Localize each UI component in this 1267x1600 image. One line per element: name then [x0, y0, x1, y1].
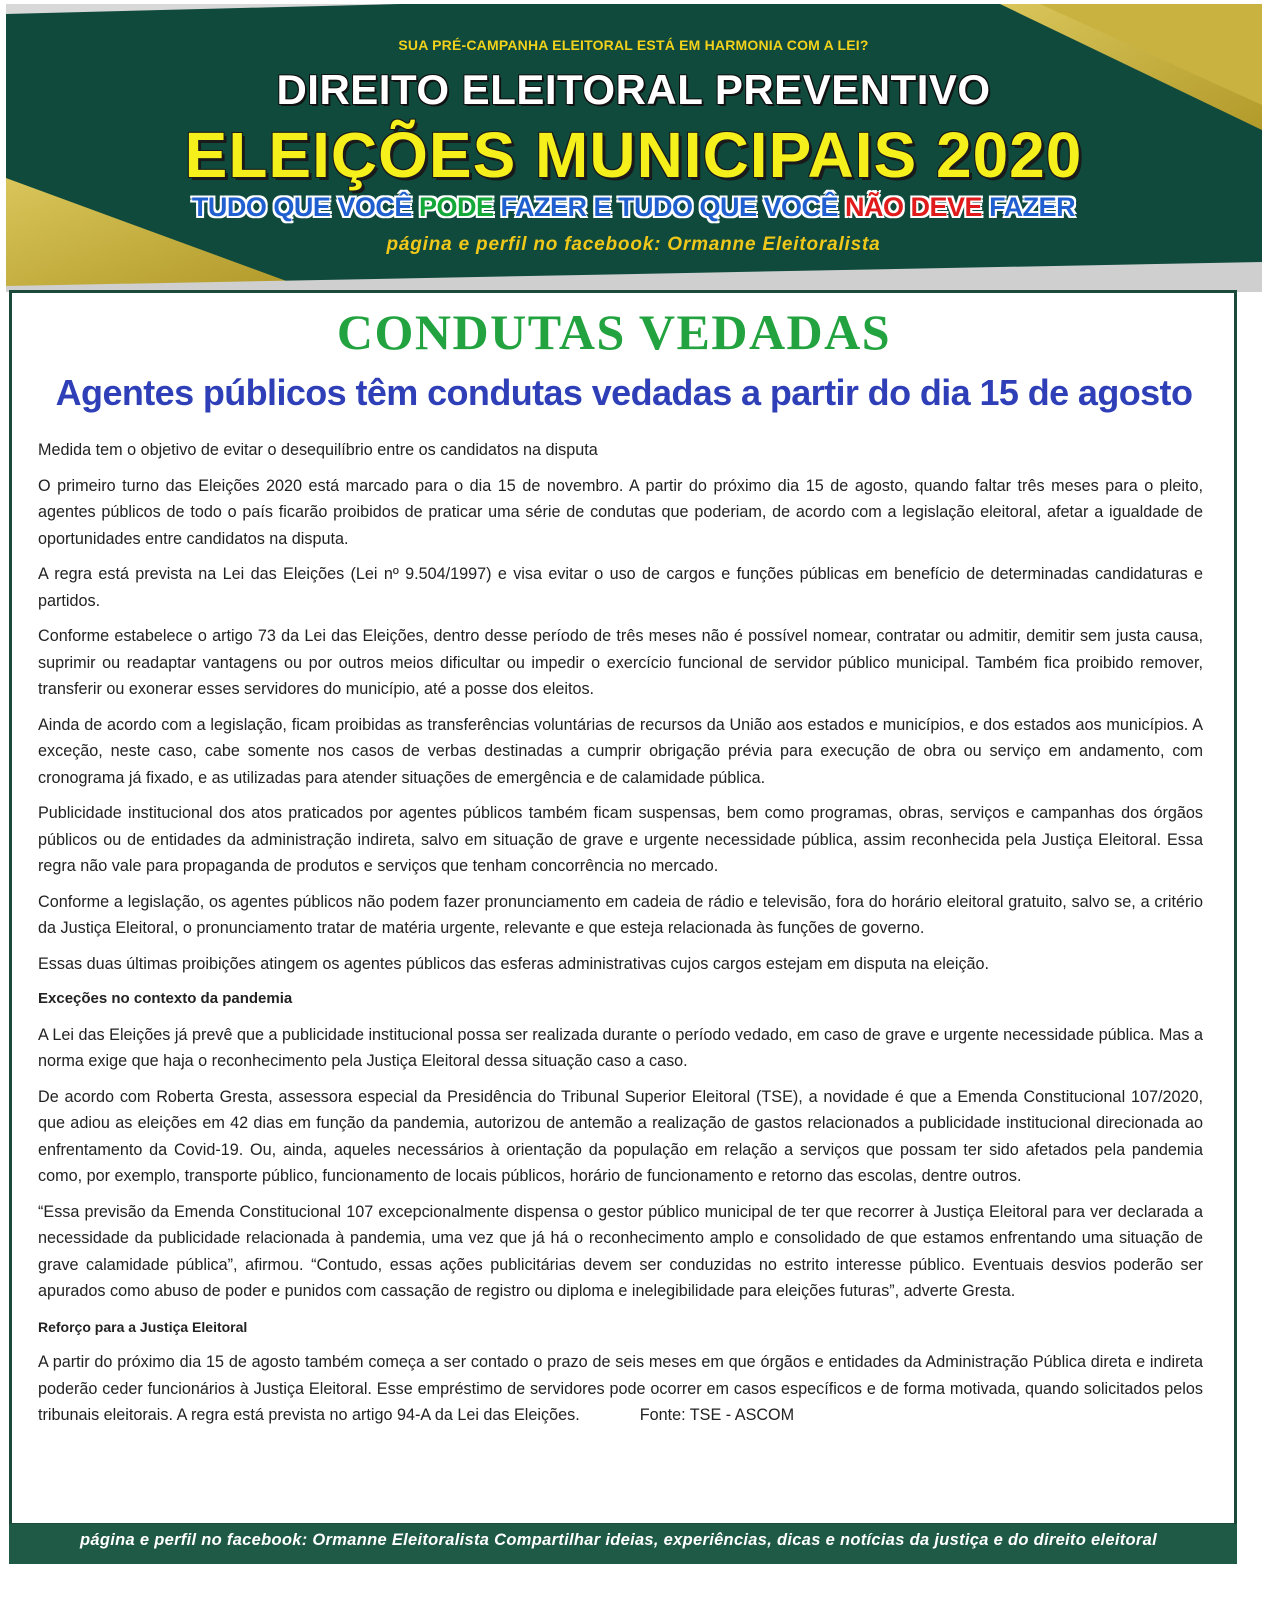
- article-source: Fonte: TSE - ASCOM: [639, 1406, 795, 1424]
- final-paragraph-text: A partir do próximo dia 15 de agosto também começa a ser contado o prazo de seis meses em que órgãos e entidades da Administração Pública direta e indireta poderão ceder funcionários à Justiça Eleitoral. Esse empréstimo de servidores pode ocorrer em casos específicos e de forma motivada, quando solicitados pelos tribunais eleitorais. A regra está prevista no artigo 94-A da Lei das Eleições.: [38, 1353, 1203, 1424]
- banner-kicker: SUA PRÉ-CAMPANHA ELEITORAL ESTÁ EM HARMONIA COM A LEI?: [398, 37, 869, 53]
- article-paragraph: A Lei das Eleições já prevê que a publicidade institucional possa ser realizada durante o período vedado, em caso de grave e urgente necessidade pública. Mas a norma exige que haja o reconhecimento pela Justiça Eleitoral dessa situação caso a caso.: [38, 1025, 1203, 1070]
- banner-subtitle: ELEIÇÕES MUNICIPAIS 2020: [184, 119, 1083, 191]
- banner-slogan: [0, 192, 1267, 223]
- slogan-part: TUDO QUE VOCÊ: [191, 192, 419, 222]
- banner-facebook-line: página e perfil no facebook: Ormanne Eleitoralista: [386, 234, 881, 255]
- article-paragraph: Essas duas últimas proibições atingem os agentes públicos das esferas administrativas cujos cargos estejam em disputa na eleição.: [38, 954, 990, 973]
- slogan-part: PODE: [418, 192, 501, 222]
- slogan-part: FAZER E TUDO QUE VOCÊ: [500, 192, 846, 222]
- article-paragraph: O primeiro turno das Eleições 2020 está marcado para o dia 15 de novembro. A partir do próximo dia 15 de agosto, quando faltar três meses para o pleito, agentes públicos de todo o país ficarão proibidos de praticar uma série de condutas que poderiam, de acordo com a legislação eleitoral, afetar a igualdade de oportunidades entre candidatos na disputa.: [38, 476, 1203, 548]
- article-paragraph: A regra está prevista na Lei das Eleições (Lei nº 9.504/1997) e visa evitar o uso de cargos e funções públicas em benefício de determinadas candidaturas e partidos.: [38, 565, 1203, 610]
- section-title: Exceções no contexto da pandemia: [38, 990, 293, 1007]
- article-paragraph: Ainda de acordo com a legislação, ficam proibidas as transferências voluntárias de recursos da União aos estados e municípios, e dos estados aos municípios. A exceção, neste caso, cabe somente nos casos de verbas destinadas a cumprir obrigação prévia para execução de obra ou serviço em andamento, com cronograma já fixado, e as utilizadas para atender situações de emergência e de calamidade pública.: [38, 715, 1203, 787]
- article-paragraph: Conforme estabelece o artigo 73 da Lei das Eleições, dentro desse período de três meses não é possível nomear, contratar ou admitir, demitir sem justa causa, suprimir ou readaptar vantagens ou por outros meios dificultar ou impedir o exercício funcional de servidor público municipal. Também fica proibido remover, transferir ou exonerar esses servidores do município, até a posse dos eleitos.: [38, 627, 1203, 698]
- banner: [0, 0, 1267, 296]
- footer-text: página e perfil no facebook: Ormanne Eleitoralista Compartilhar ideias, experiências, dicas e notícias da justiça e do direito eleitoral: [80, 1531, 1157, 1549]
- article-paragraph: Publicidade institucional dos atos praticados por agentes públicos também ficam suspensas, bem como programas, obras, serviços e campanhas dos órgãos públicos ou de entidades da administração indireta, salvo em situação de grave e urgente necessidade pública, assim reconhecida pela Justiça Eleitoral. Essa regra não vale para propaganda de produtos e serviços que tenham concorrência no mercado.: [38, 804, 1203, 875]
- slogan-part: FAZER: [989, 192, 1076, 222]
- section-title: Reforço para a Justiça Eleitoral: [38, 1318, 248, 1335]
- article-paragraph: “Essa previsão da Emenda Constitucional 107 excepcionalmente dispensa o gestor público municipal de ter que recorrer à Justiça Eleitoral para ver declarada a necessidade da publicidade relacionada à pandemia, uma vez que já há o reconhecimento amplo e consolidado de que estamos enfrentando uma situação de grave calamidade pública”, afirmou. “Contudo, essas ações publicitárias devem ser conduzidas no estrito interesse público. Eventuais desvios poderão ser apurados como abuso de poder e punidos com cassação de registro ou diploma e inelegibilidade para eleições futuras”, adverte Gresta.: [38, 1202, 1203, 1300]
- slogan-part: NÃO DEVE: [845, 192, 990, 222]
- article-subheadline: Agentes públicos têm condutas vedadas a partir do dia 15 de agosto: [55, 372, 1193, 413]
- article-body: [38, 437, 1203, 1438]
- banner-title: DIREITO ELEITORAL PREVENTIVO: [276, 66, 991, 113]
- article-paragraph: Conforme a legislação, os agentes públicos não podem fazer pronunciamento em cadeia de rádio e televisão, fora do horário eleitoral gratuito, salvo se, a critério da Justiça Eleitoral, o pronunciamento tratar de matéria urgente, relevante e que esteja relacionada às funções de governo.: [38, 892, 1203, 937]
- article-headline: CONDUTAS VEDADAS: [336, 304, 892, 360]
- article-paragraph: De acordo com Roberta Gresta, assessora especial da Presidência do Tribunal Superior Eleitoral (TSE), a novidade é que a Emenda Constitucional 107/2020, que adiou as eleições em 42 dias em função da pandemia, autorizou de antemão a realização de gastos relacionados a publicidade institucional direcionada ao enfrentamento da Covid-19. Ou, ainda, aqueles necessários à orientação da população em relação a serviços que possam ter sido afetados pela pandemia como, por exemplo, transporte público, funcionamento de locais públicos, horário de funcionamento e retorno das escolas, dentre outros.: [38, 1087, 1203, 1185]
- article-paragraph: [38, 1349, 1203, 1429]
- article-lead: Medida tem o objetivo de evitar o desequilíbrio entre os candidatos na disputa: [38, 441, 598, 459]
